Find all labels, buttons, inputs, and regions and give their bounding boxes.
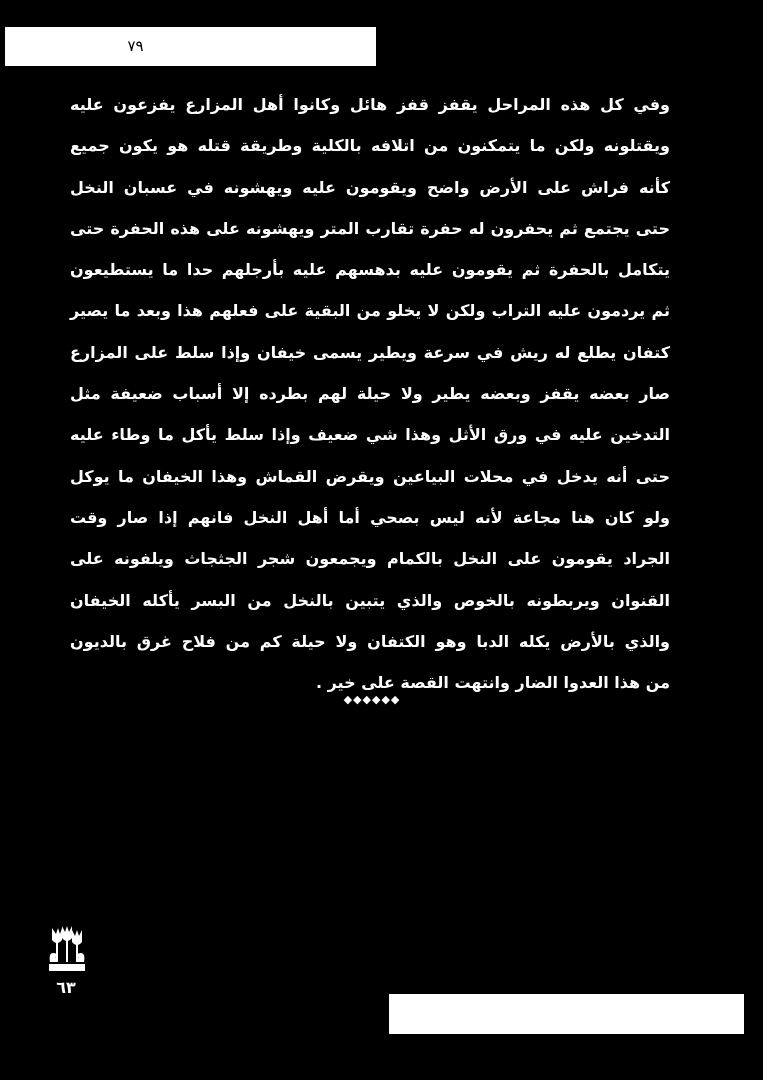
text-line: حتى أنه يدخل في محلات البياعين ويقرض القماش وهذا الخيفان ما يوكل: [70, 466, 670, 486]
text-line: التدخين عليه في ورق الأثل وهذا شي ضعيف وإذا سلط يأكل ما وطاء عليه: [70, 425, 670, 445]
text-line: والذي بالأرض يكله الدبا وهو الكتفان ولا حيلة كم من فلاح غرق بالديون: [70, 631, 670, 651]
section-ornament: ◆◆◆◆◆◆: [343, 693, 401, 706]
header-bar: [5, 27, 376, 66]
text-line: ويقتلونه ولكن ما يتمكنون من اتلافه بالكلية وطريقة قتله هو يكون جميع: [70, 136, 670, 156]
text-line: الجراد يقومون على النخل بالكمام ويجمعون شجر الجثجاث ويلفونه على: [70, 549, 670, 569]
text-line: صار بعضه يقفز وبعضه يطير ولا حيلة لهم بطرده إلا أسباب ضعيفة مثل: [70, 384, 670, 404]
body-text: [70, 84, 670, 703]
text-line: ولو كان هنا مجاعة لأنه ليس بصحي أما أهل النخل فانهم إذا صار وقت: [70, 507, 670, 527]
text-line: حتى يجتمع ثم يحفرون له حفرة تقارب المتر ويهشونه على هذه الحفرة حتى: [70, 218, 670, 238]
footer-bar: [389, 994, 744, 1034]
text-line: وفي كل هذه المراحل يقفز قفز هائل وكانوا أهل المزارع يفزعون عليه: [70, 95, 670, 114]
page-number: ٦٣: [56, 978, 76, 997]
text-line: يتكامل بالحفرة ثم يقومون عليه بدهسهم عليه بأرجلهم حدا ما يستطيعون: [70, 260, 670, 280]
text-line: ثم يردمون عليه التراب ولكن لا يخلو من البقية على فعلهم هذا وبعد ما يصير: [70, 301, 670, 321]
text-line: القنوان ويربطونه بالخوص والذي يتبين بالنخل من البسر يأكله الخيفان: [70, 590, 670, 610]
header-text: ٧٩: [127, 37, 144, 55]
text-line: كأنه فراش على الأرض واضح ويقومون عليه ويهشونه في عسبان النخل: [70, 177, 670, 197]
text-line: كتفان يطلع له ريش في سرعة ويطير يسمى خيفان وإذا سلط على المزارع: [70, 342, 670, 362]
text-line-last: من هذا العدوا الضار وانتهت القصة على خير .: [315, 673, 670, 693]
tulip-plant-icon: [46, 924, 88, 976]
